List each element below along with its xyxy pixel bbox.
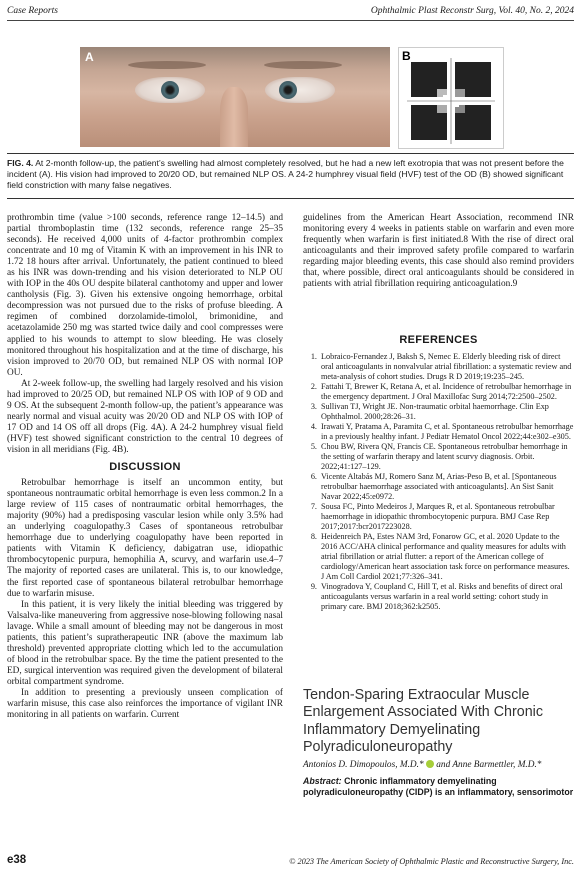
abstract-text: Chronic inflammatory demyelinating polyradiculoneuropathy (CIDP) is an inflammatory, sensorimotor bbox=[303, 775, 574, 797]
figure-caption bbox=[7, 158, 574, 191]
reference-item: 8. Heidenreich PA, Estes NAM 3rd, Fonarow GC, et al. 2020 Update to the 2016 ACC/AHA clinical performance and quality measures for adults with atrial fibrillation or atrial flutter: a report of the American college of cardiology/American heart association task force on performance measures. J Am Coll Cardiol 2021;77:326–341. bbox=[319, 532, 574, 582]
left-brow bbox=[264, 61, 342, 69]
reference-item: 7. Sousa FC, Pinto Medeiros J, Marques R, et al. Spontaneous retrobulbar haemorrhage in idiopathic thrombocytopenic purpura. BMJ Case Rep 2017;2017:bcr2017223028. bbox=[319, 502, 574, 532]
header-journal: Ophthalmic Plast Reconstr Surg, Vol. 40, No. 2, 2024 bbox=[370, 6, 574, 16]
reference-item: 9. Vinogradova Y, Coupland C, Hill T, et al. Risks and benefits of direct oral anticoagulants versus warfarin in a real world setting: cohort study in primary care. BMJ 2018;362:k2505. bbox=[319, 582, 574, 612]
references-list bbox=[303, 352, 574, 612]
reference-item: 2. Fattahi T, Brewer K, Retana A, et al. Incidence of retrobulbar hemorrhage in the emergency department. J Oral Maxillofac Surg 2014;72:2500–2502. bbox=[319, 382, 574, 402]
left-column bbox=[7, 213, 283, 721]
left-eye bbox=[265, 77, 335, 103]
article-title: Tendon-Sparing Extraocular Muscle Enlargement Associated With Chronic Inflammatory Demyelinating Polyradiculoneuropathy bbox=[303, 687, 543, 756]
page-footer bbox=[7, 852, 574, 866]
panel-b-label: B bbox=[402, 49, 411, 63]
article-abstract bbox=[303, 776, 574, 798]
references-heading: REFERENCES bbox=[399, 334, 478, 346]
reference-item: 6. Vicente Altabás MJ, Romero Sanz M, Arias-Peso B, et al. [Spontaneous retrobulbar haemorrhage associated with anticoagulants]. An Sist Sanit Navar 2022;45:e0972. bbox=[319, 472, 574, 502]
author-2: and Anne Barmettler, M.D.* bbox=[436, 759, 542, 770]
nose bbox=[220, 87, 248, 147]
caption-label: FIG. 4. bbox=[7, 158, 34, 168]
visual-field-chart bbox=[399, 48, 503, 148]
right-eye bbox=[135, 77, 205, 103]
paragraph: In this patient, it is very likely the initial bleeding was triggered by Valsalva-like maneuvering from aggressive nose-blowing following nasal lavage. While a small amount of bleeding may not be dangerous in most patients, this patient’s supratherapeutic INR (above the maximum lab threshold) prevented appropriate clotting which led to the accumulation of blood in the retrobulbar space. By the time the patient presented to the ED, surgical intervention was required given the development of bilateral orbital compartment syndrome. bbox=[7, 599, 283, 687]
running-header bbox=[7, 6, 574, 21]
reference-item: 3. Sullivan TJ, Wright JE. Non-traumatic orbital haemorrhage. Clin Exp Ophthalmol. 2000;28:26–31. bbox=[319, 402, 574, 422]
reference-item: 4. Irawati Y, Pratama A, Paramita C, et al. Spontaneous retrobulbar hemorrhage in a previously healthy infant. J Pediatr Hematol Oncol 2022;44:e302–e305. bbox=[319, 422, 574, 442]
next-article bbox=[303, 687, 574, 798]
paragraph: At 2-week follow-up, the swelling had largely resolved and his vision had improved to 20/25 OD, but remained NLP OS with IOP of 9 OD and 9 OS. At the subsequent 2-month follow-up, the patient’s appearance was nearly normal and visual acuity was 20/20 OD and NLP OS with IOP of 17 OD and 14 OS off all drops (Fig. 4A). A 24-2 humphrey visual field (HVF) test showed significant constriction to the central 10 degrees of vision in all meridians (Fig. 4B). bbox=[7, 378, 283, 455]
header-section: Case Reports bbox=[7, 6, 58, 16]
page-number: e38 bbox=[7, 854, 27, 866]
copyright: © 2023 The American Society of Ophthalmic Plastic and Reconstructive Surgery, Inc. bbox=[289, 857, 574, 866]
caption-rule-bottom bbox=[7, 198, 574, 199]
paragraph: In addition to presenting a previously unseen complication of warfarin misuse, this case also reinforces the importance of vigilant INR monitoring in all patients on warfarin. Current bbox=[7, 687, 283, 721]
paragraph: guidelines from the American Heart Association, recommend INR monitoring every 4 weeks in patients stable on warfarin and even more frequently when warfarin is first initiated.8 With the rise of direct oral anticoagulants and their improved safety profile compared to warfarin regarding major bleeding events, this case should also remind providers that, where possible, direct oral anticoagulants should be considered in patients with atrial fibrillation requiring anticoagulation.9 bbox=[303, 213, 574, 290]
discussion-heading: DISCUSSION bbox=[109, 461, 181, 474]
caption-text: At 2-month follow-up, the patient’s swelling had almost completely resolved, but he had a new left exotropia that was not present before the incident (A). His vision had improved to 20/20 OD, but remained NLP OS. A 24-2 humphrey visual field (HVF) test of the OD (B) showed significant field constriction with many false negatives. bbox=[7, 158, 564, 190]
right-iris bbox=[161, 81, 179, 99]
right-brow bbox=[128, 61, 206, 69]
reference-item: 1. Lobraico-Fernandez J, Baksh S, Nemec E. Elderly bleeding risk of direct oral anticoagulants in nonvalvular atrial fibrillation: a systematic review and meta-analysis of cohort studies. Drugs R D 2019;19:235–245. bbox=[319, 352, 574, 382]
paragraph: prothrombin time (value >100 seconds, reference range 12–14.5) and partial thromboplastin time (132 seconds, reference range 25–35 seconds). He received 4,000 units of 4-factor prothrombin complex concentrate and 10 mg of Vitamin K with an improvement in his INR to 1.72 18 hours after arrival. Unfortunately, the patient continued to bleed as his INR was down-trending and his vision deteriorated to NLP OU with IOP in the 40s OU despite bilateral canthotomy and upper and lower cantholysis (Fig. 3). Given his extensive ongoing hemorrhage, orbital decompression was not pursued due to the risks of profuse bleeding. A regimen of combined dorzolamide-timolol, brimonidine, and acetazolamide 250 mg was started twice daily and cool compresses were applied to his wounds to attempt to slow bleeding. He was closely monitored throughout his hospitalization and at the time of discharge, his vision improved to 20/70 OD, but remained NLP OS with normal IOP OU. bbox=[7, 213, 283, 378]
patient-face-photo bbox=[80, 47, 390, 147]
paragraph: Retrobulbar hemorrhage is itself an uncommon entity, but spontaneous nontraumatic orbital hemorrhage is even less common.2 In a large review of 115 cases of nontraumatic orbital hemorrhages, the majority (90%) had a predisposing vascular lesion while only 3.5% had an underlying coagulopathy.3 Cases of spontaneous retrobulbar hemorrhage due to underlying coagulopathy have been reported in patients with Vitamin K deficiency, dabigatran use, idiopathic thrombocytopenic purpura, hemophilia A, scurvy, and warfarin use.4–7 The majority of reported cases are unilateral. This is, to our knowledge, the first reported case of spontaneous bilateral retrobulbar hemorrhage due to warfarin misuse. bbox=[7, 478, 283, 599]
caption-rule-top bbox=[7, 153, 574, 154]
right-column bbox=[303, 213, 574, 290]
visual-field-plot bbox=[398, 47, 504, 149]
reference-item: 5. Chou BW, Rivera QN, Francis CE. Spontaneous retrobulbar hemorrhage in the setting of warfarin therapy and latent scurvy diagnosis. Orbit. 2022;41:127–129. bbox=[319, 442, 574, 472]
orcid-icon[interactable] bbox=[426, 760, 434, 768]
left-iris-exotropia bbox=[279, 81, 297, 99]
article-authors bbox=[303, 760, 574, 770]
panel-a-label: A bbox=[85, 50, 94, 64]
abstract-label: Abstract: bbox=[303, 775, 342, 786]
author-1: Antonios D. Dimopoulos, M.D.* bbox=[303, 759, 424, 770]
figure-4 bbox=[80, 47, 502, 147]
references-section bbox=[303, 334, 574, 612]
